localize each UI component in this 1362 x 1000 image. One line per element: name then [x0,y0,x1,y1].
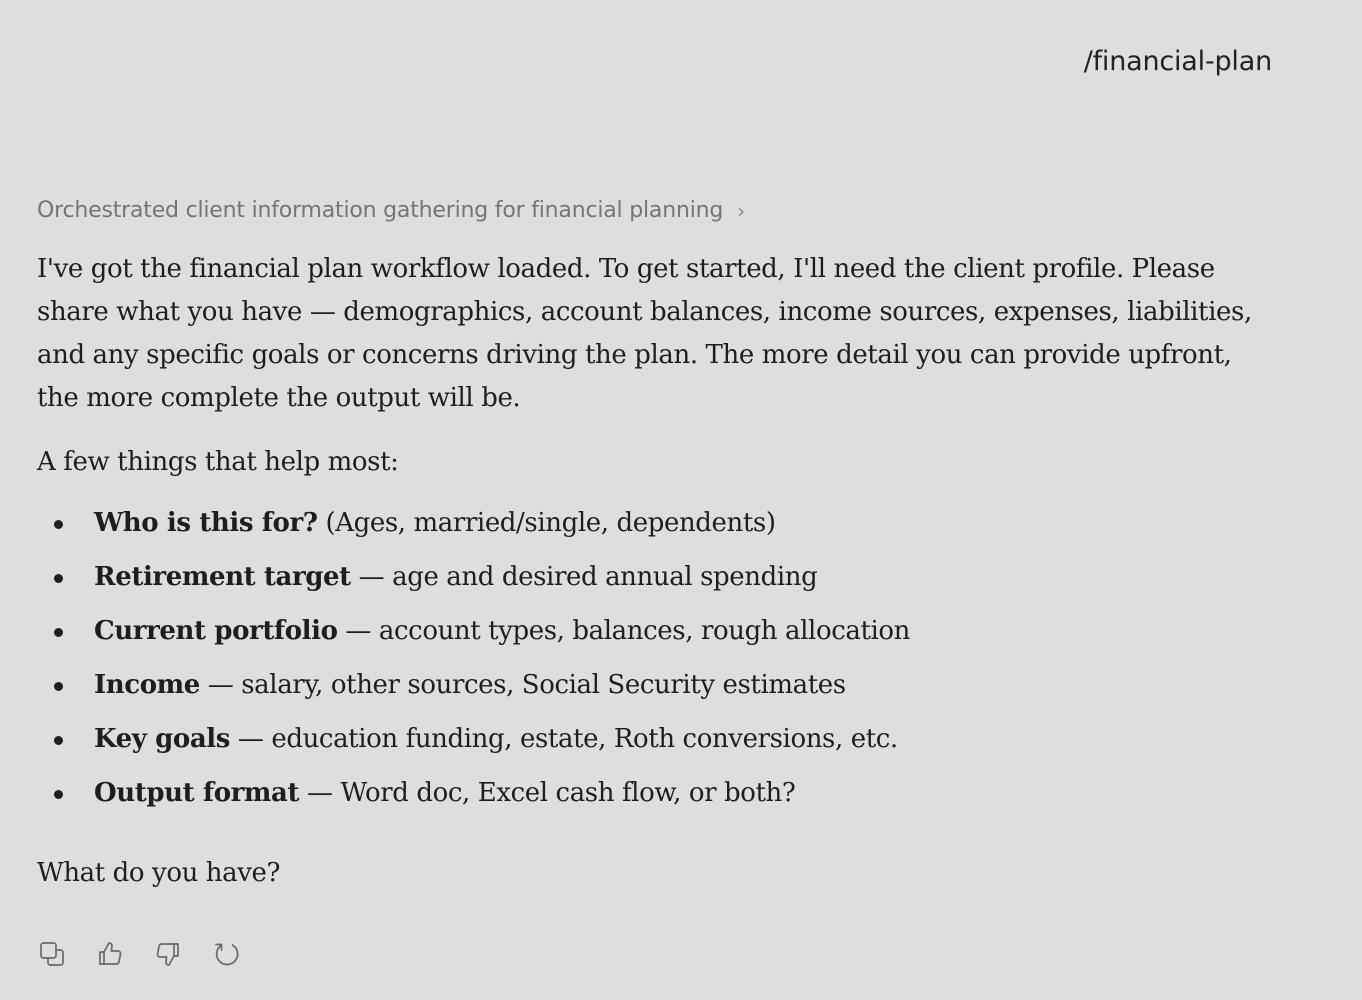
bullet [54,574,63,583]
message-actions [37,938,241,970]
thumbs-up-button[interactable] [95,938,125,970]
list-item [37,766,1267,820]
list-item-title: Income [94,670,200,700]
list-item-detail: — Word doc, Excel cash flow, or both? [299,778,796,808]
thinking-summary-toggle[interactable] [37,198,745,223]
list-item-detail: — salary, other sources, Social Security estimates [199,670,846,700]
list-item-title: Who is this for? [94,508,318,538]
retry-icon [212,940,240,968]
bullet [54,790,63,799]
copy-button[interactable] [37,938,67,970]
list-item [37,712,1267,766]
chevron-right-icon: › [737,198,745,223]
tips-list [37,496,1267,820]
response-intro: I've got the financial plan workflow loaded. To get started, I'll need the client profile. Please share what you have — demographics, account balances, income sources, expenses, liabilities, and any specific goals or concerns driving the plan. The more detail you can provide upfront, the more complete the output will be. [37,254,1252,413]
response-lead-in: A few things that help most: [37,447,399,477]
list-item-title: Current portfolio [94,616,338,646]
user-message: /financial-plan [1083,46,1272,77]
list-item-title: Output format [94,778,300,808]
thumbs-up-icon [96,940,124,968]
list-item-detail: — age and desired annual spending [350,562,818,592]
copy-icon [38,940,66,968]
assistant-response [37,248,1267,895]
bullet [54,682,63,691]
thumbs-down-button[interactable] [153,938,183,970]
list-item [37,658,1267,712]
list-item [37,550,1267,604]
list-item-title: Retirement target [94,562,351,592]
list-item [37,604,1267,658]
thumbs-down-icon [154,940,182,968]
list-item-title: Key goals [94,724,231,754]
retry-button[interactable] [211,938,241,970]
list-item [37,496,1267,550]
bullet [54,736,63,745]
bullet [54,520,63,529]
bullet [54,628,63,637]
list-item-detail: — education funding, estate, Roth conversions, etc. [230,724,898,754]
thinking-summary-label: Orchestrated client information gathering for financial planning [37,198,724,223]
response-closing: What do you have? [37,858,281,888]
list-item-detail: (Ages, married/single, dependents) [317,508,776,538]
list-item-detail: — account types, balances, rough allocation [337,616,911,646]
